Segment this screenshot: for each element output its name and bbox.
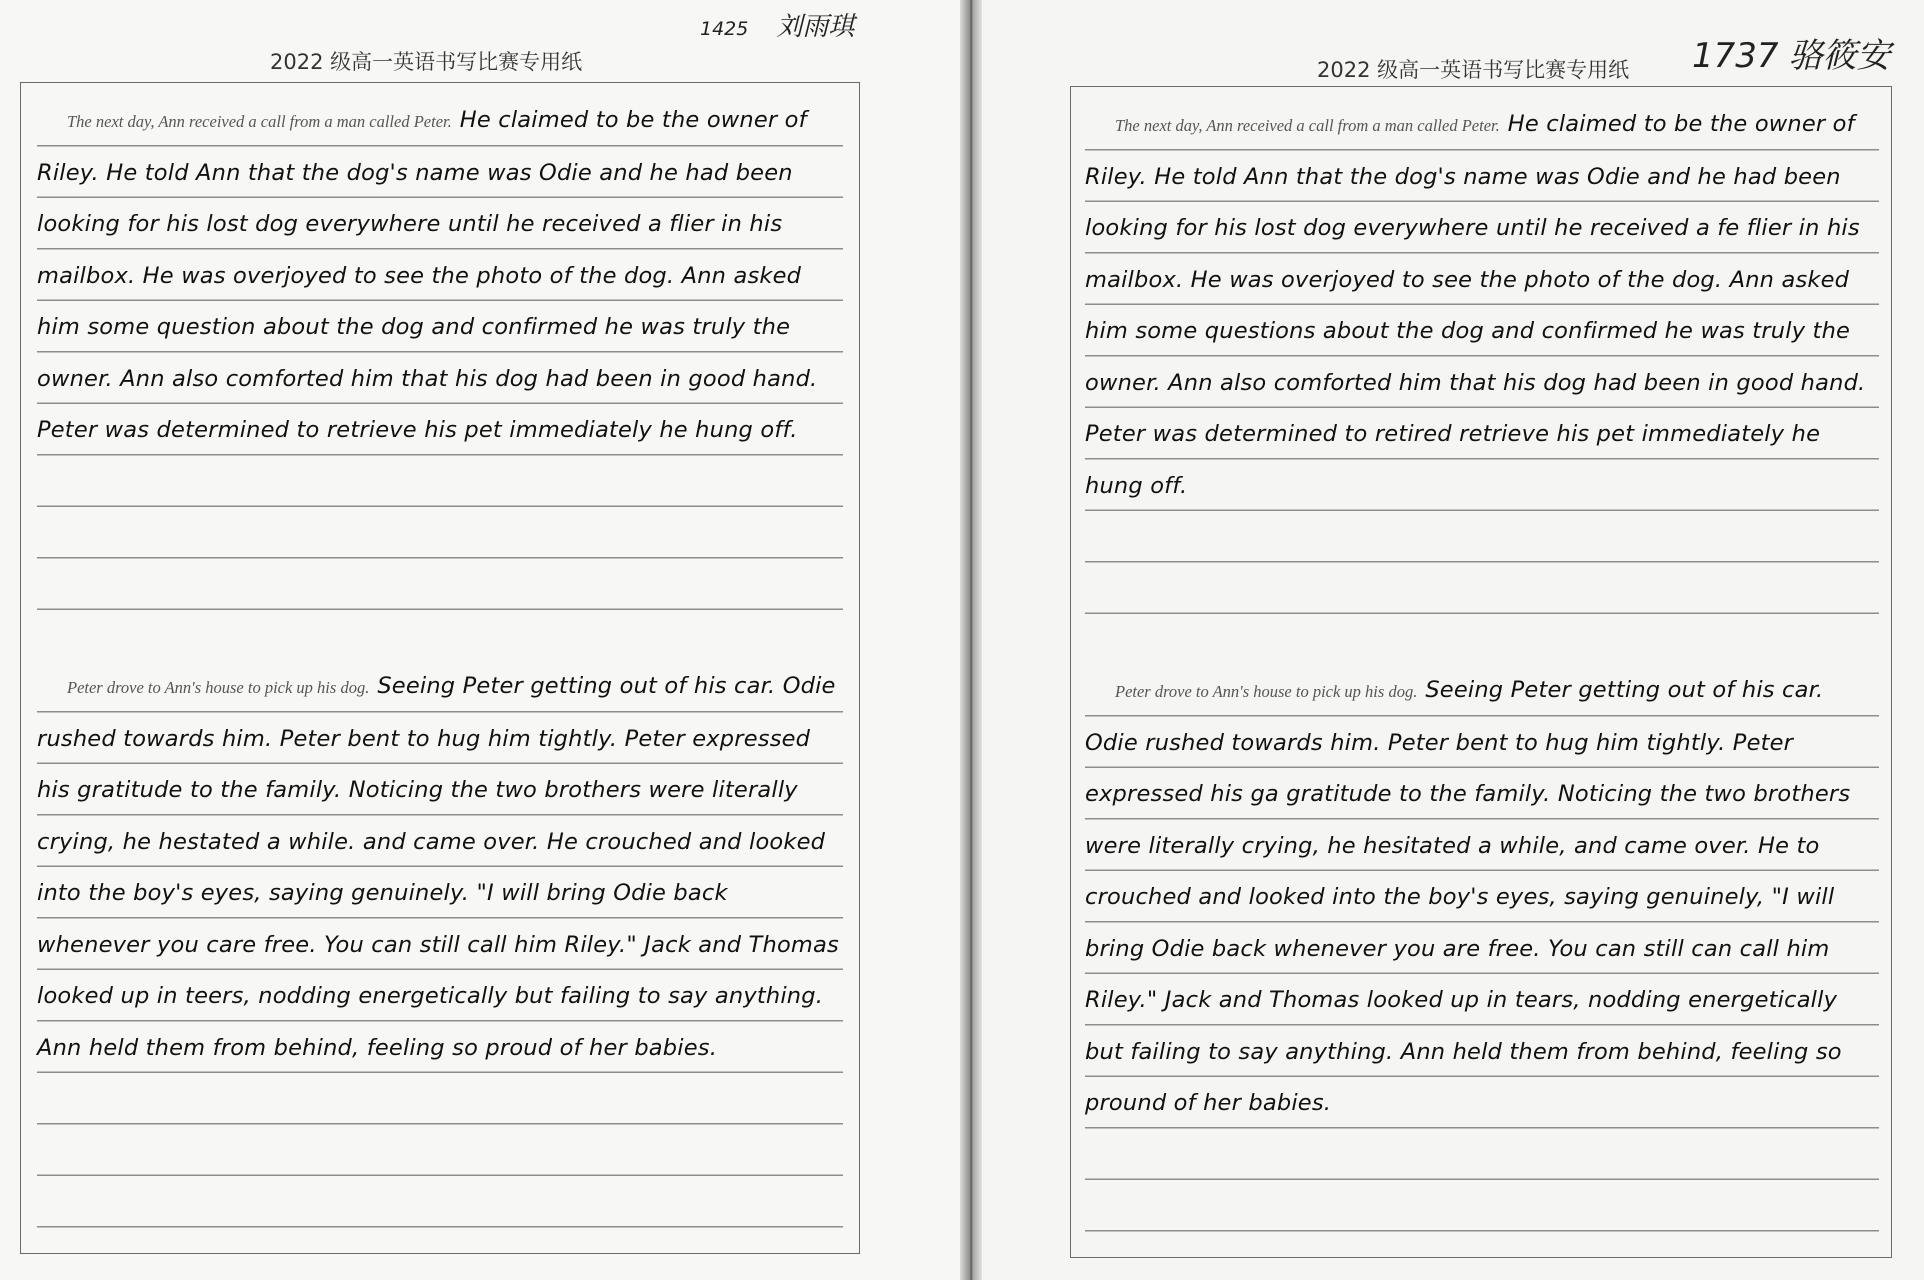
left-author-name: 刘雨琪: [776, 12, 855, 42]
left-prompt-1: The next day, Ann received a call from a man called Peter.: [67, 112, 452, 131]
left-paragraph-2: [37, 661, 843, 1074]
right-prompt-2: Peter drove to Ann's house to pick up his dog.: [1115, 682, 1418, 701]
left-writing-frame: [20, 82, 860, 1254]
left-handwriting-2: Seeing Peter getting out of his car. Odie rushed towards him. Peter bent to hug him tightly. Peter expressed his gratitude to the family. Noticing the two brothers were literally crying, he hestated a while. and came over. He crouched and looked into the boy's eyes, saying genuinely. "I will bring Odie back whenever you care free. You can still call him Riley." Jack and Thomas looked up in teers, nodding energetically but failing to say anything. Ann held them from behind, feeling so proud of her babies.: [37, 673, 839, 1061]
left-writing-area-2: [37, 661, 843, 1231]
right-author-name: 骆筱安: [1788, 36, 1891, 76]
left-writing-area-1: [37, 95, 843, 635]
left-prompt-2: Peter drove to Ann's house to pick up his dog.: [67, 678, 370, 697]
right-handwriting-1: He claimed to be the owner of Riley. He told Ann that the dog's name was Odie and he had been looking for his lost dog everywhere until he received a fe flier in his mailbox. He was overjoyed to see the photo of the dog. Ann asked him some questions about the dog and confirmed he was truly the owner. Ann also comforted him that his dog had been in good hand. Peter was determined to retired retrieve his pet immediately he hung off.: [1085, 111, 1866, 499]
right-sheet-header: 2022 级高一英语书写比赛专用纸: [1317, 58, 1630, 82]
left-author-label: [700, 6, 854, 43]
right-author-label: [1692, 28, 1891, 77]
right-writing-area-1: [1085, 99, 1879, 639]
left-answer-sheet: [0, 0, 960, 1280]
left-sheet-header: 2022 级高一英语书写比赛专用纸: [270, 50, 583, 74]
right-writing-frame: [1070, 86, 1892, 1258]
left-paragraph-1: [37, 95, 843, 457]
right-handwriting-2: Seeing Peter getting out of his car. Odie rushed towards him. Peter bent to hug him tightly. Peter expressed his ga gratitude to the family. Noticing the two brothers were literally crying, he hesitated a while, and came over. He to crouched and looked into the boy's eyes, saying genuinely, "I will bring Odie back whenever you are free. You can still can call him Riley." Jack and Thomas looked up in tears, nodding energetically but failing to say anything. Ann held them from behind, feeling so pround of her babies.: [1085, 677, 1851, 1116]
left-handwriting-1: He claimed to be the owner of Riley. He told Ann that the dog's name was Odie and he had been looking for his lost dog everywhere until he received a flier in his mailbox. He was overjoyed to see the photo of the dog. Ann asked him some question about the dog and confirmed he was truly the owner. Ann also comforted him that his dog had been in good hand. Peter was determined to retrieve his pet immediately he hung off.: [37, 107, 818, 443]
right-paragraph-2: [1085, 665, 1879, 1130]
right-author-number: 1737: [1692, 36, 1779, 76]
right-writing-area-2: [1085, 665, 1879, 1235]
left-author-number: 1425: [700, 18, 749, 40]
right-paragraph-1: [1085, 99, 1879, 512]
binding-gutter: [960, 0, 982, 1280]
right-prompt-1: The next day, Ann received a call from a man called Peter.: [1115, 116, 1500, 135]
